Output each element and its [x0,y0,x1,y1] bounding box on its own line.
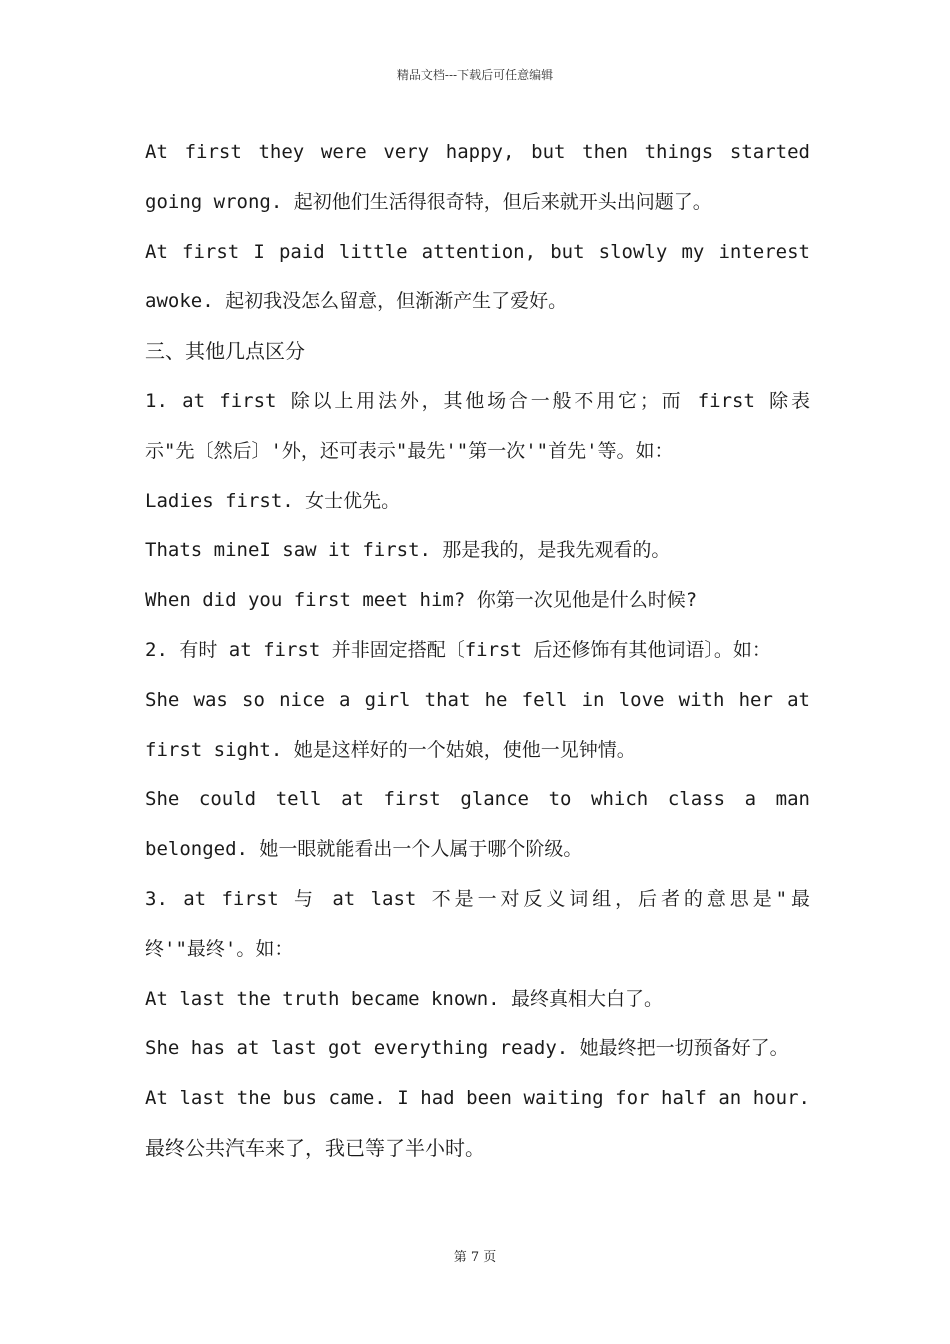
text-line: She was so nice a girl that he fell in love with her at [145,688,810,711]
text-line: At last the truth became known. 最终真相大白了。 [145,987,664,1010]
page-number: 第 7 页 [453,1250,497,1265]
text-line: 示"先〔然后〕'外，还可表示"最先'"第一次'"首先'等。如： [145,439,674,462]
text-line: 2. 有时 at first 并非固定搭配〔first 后还修饰有其他词语〕。如： [145,638,771,661]
text-line: She could tell at first glance to which class a man [145,788,810,811]
text-line: 终'"最终'。如： [145,937,294,960]
text-line: 1. at first 除以上用法外，其他场合一般不用它；而 first 除表 [145,389,810,412]
page-header: 精品文档---下载后可任意编辑 [396,68,554,82]
text-line: At first I paid little attention, but slowly my interest [145,240,810,263]
document-body [145,132,810,1178]
text-line: When did you first meet him? 你第一次见他是什么时候? [145,589,698,612]
text-line: belonged. 她一眼就能看出一个人属于哪个阶级。 [145,838,583,861]
text-line: 3. at first 与 at last 不是一对反义词组，后者的意思是"最 [145,887,810,910]
text-line: first sight. 她是这样好的一个姑娘，使他一见钟情。 [145,738,636,761]
text-line: 最终公共汽车来了，我已等了半小时。 [145,1135,485,1160]
text-line: At last the bus came. I had been waiting for half an hour. [145,1087,810,1110]
text-line: At first they were very happy, but then things started [145,141,810,163]
text-line: Thats mineI saw it first. 那是我的，是我先观看的。 [145,539,671,562]
text-line: awoke. 起初我没怎么留意，但渐渐产生了爱好。 [145,290,568,313]
text-line: She has at last got everything ready. 她最终把一切预备好了。 [145,1037,789,1060]
section-heading: 三、其他几点区分 [145,339,305,364]
text-line: Ladies first. 女士优先。 [145,489,401,512]
text-line: going wrong. 起初他们生活得很奇特，但后来就开头出问题了。 [145,190,712,213]
